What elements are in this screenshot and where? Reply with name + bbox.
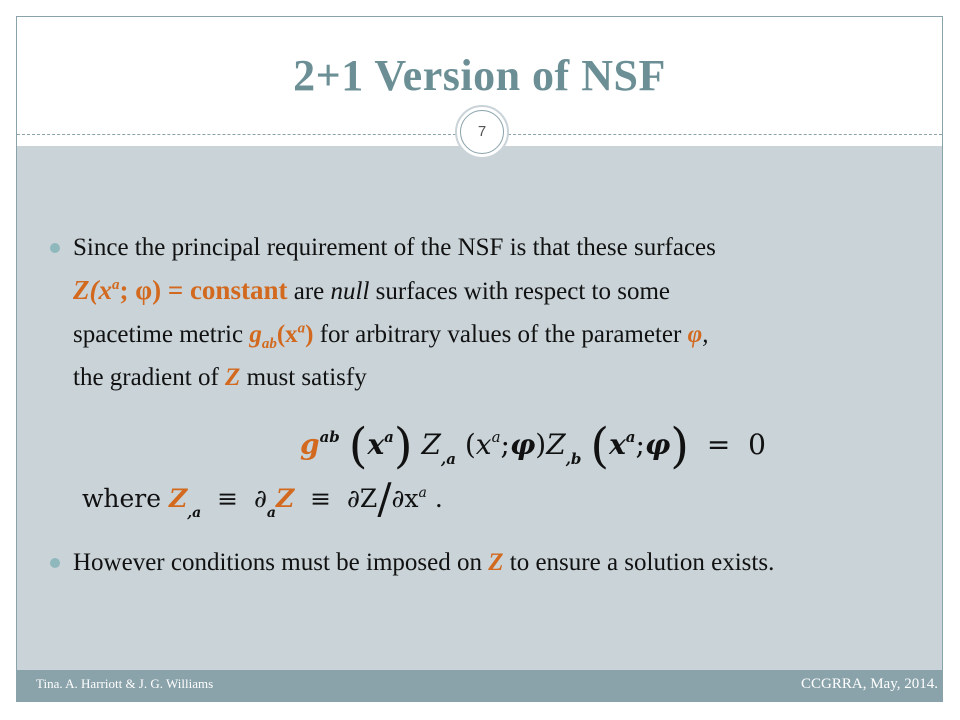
text-run: are bbox=[287, 278, 331, 305]
content-area bbox=[17, 146, 942, 670]
bullet-marker bbox=[50, 558, 60, 568]
text-run: Since the principal requirement of the NSF is that these surfaces bbox=[73, 234, 716, 261]
page-number: 7 bbox=[460, 110, 504, 154]
slide-title: 2+1 Version of NSF bbox=[293, 51, 666, 100]
phi-symbol: φ bbox=[687, 321, 703, 348]
text-run: the gradient of bbox=[73, 364, 226, 391]
null-word: null bbox=[330, 278, 370, 305]
z-symbol: Z bbox=[225, 364, 241, 391]
where-definition: where $Z_{,a} \equiv \partial_aZ \equiv \partial Z/\partial x^a$ . bbox=[82, 474, 443, 523]
bullet-marker bbox=[50, 243, 60, 253]
footer-authors: Tina. A. Harriott & J. G. Williams bbox=[36, 676, 214, 691]
text-run: to ensure a solution exists. bbox=[503, 549, 775, 576]
bullet-paragraph-1: Since the principal requirement of the NSF is that these surfaces $Z(x^a$; φ) = constant are null surfaces with respect to some spacetime metric $g_{ab}(x^a)$ for arbitrary values of the parameter φ, the gradient of Z must satisfy bbox=[73, 234, 716, 391]
z-expression: $Z(x^a$; φ) = constant bbox=[73, 275, 288, 305]
footer-conference: CCGRRA, May, 2014. bbox=[801, 676, 938, 692]
text-run: spacetime metric bbox=[73, 321, 250, 348]
text-run: for arbitrary values of the parameter bbox=[313, 321, 688, 348]
metric-expression: $g_{ab}(x^a)$ bbox=[249, 320, 314, 352]
z-symbol: Z bbox=[488, 549, 504, 576]
null-condition-equation: $g^{ab}$ $(x^a)$ $Z_{,a}$ $(x^a;\varphi)Z_{,b}$ $(x^a;\varphi) = 0$ bbox=[300, 418, 766, 474]
bullet-paragraph-2 bbox=[73, 547, 903, 579]
text-run: However conditions must be imposed on bbox=[73, 549, 489, 576]
text-run: must satisfy bbox=[240, 364, 367, 391]
text-run: surfaces with respect to some bbox=[369, 278, 671, 305]
